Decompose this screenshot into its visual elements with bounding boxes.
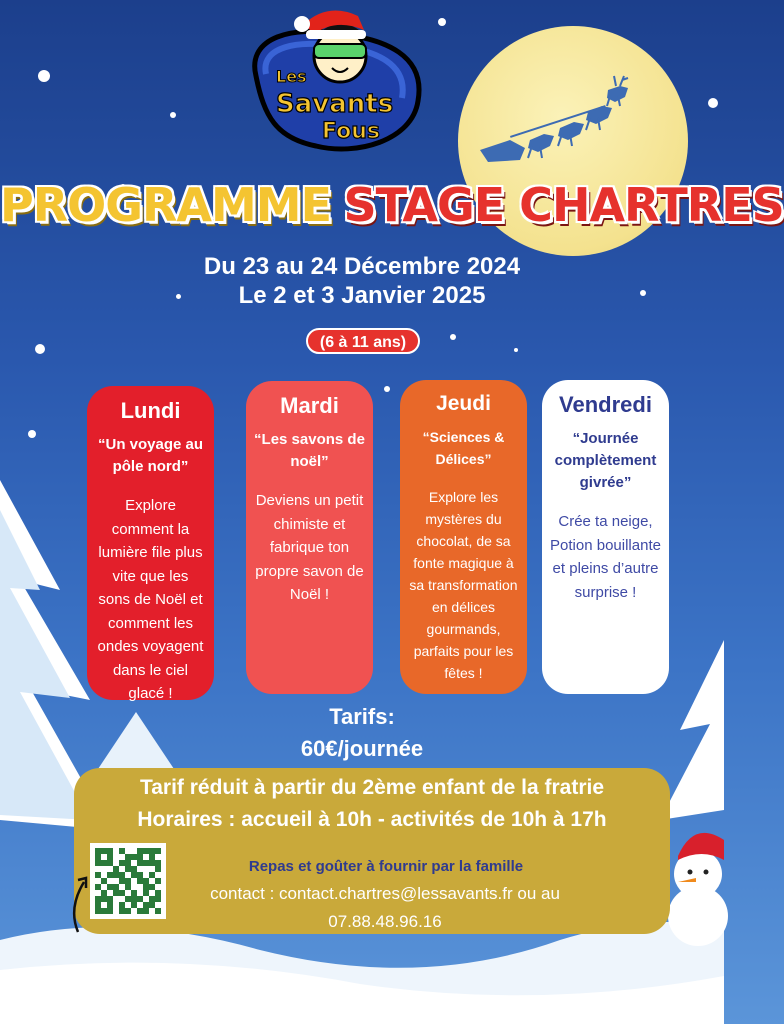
curved-arrow-icon bbox=[66, 872, 90, 934]
day-description: Explore comment la lumière file plus vite que les sons de Noël et comment les ondes voyagent dans le ciel glacé ! bbox=[97, 497, 204, 702]
day-description: Crée ta neige, Potion bouillante et pleins d’autre surprise ! bbox=[550, 513, 661, 601]
dates-line2: Le 2 et 3 Janvier 2025 bbox=[238, 282, 486, 309]
contact-info bbox=[170, 880, 600, 936]
snow-dot bbox=[514, 348, 518, 352]
reindeer-sleigh-icon bbox=[470, 70, 640, 180]
contact-email-line[interactable]: contact : contact.chartres@lessavants.fr ou au bbox=[210, 884, 560, 903]
page-title bbox=[0, 178, 784, 248]
logo-line1: Les bbox=[276, 67, 307, 86]
tarifs-label: Tarifs: bbox=[329, 704, 395, 729]
contact-phone[interactable]: 07.88.48.96.16 bbox=[328, 912, 442, 931]
snow-dot bbox=[28, 430, 36, 438]
tarifs-price: 60€/journée bbox=[300, 736, 424, 761]
logo-line3: Fous bbox=[322, 119, 381, 144]
logo-line2: Savants bbox=[276, 89, 394, 119]
day-topic: “Sciences & Délices” bbox=[422, 429, 505, 467]
snow-dot bbox=[384, 386, 390, 392]
qr-code-icon[interactable] bbox=[90, 843, 166, 919]
dates-line1: Du 23 au 24 Décembre 2024 bbox=[203, 253, 521, 280]
day-title: Jeudi bbox=[436, 392, 491, 415]
qr-pattern bbox=[95, 848, 161, 914]
schedule-text: Horaires : accueil à 10h - activités de 10h à 17h bbox=[137, 808, 607, 831]
card-mardi bbox=[246, 381, 373, 694]
snow-dot bbox=[38, 70, 50, 82]
day-topic: “Un voyage au pôle nord” bbox=[97, 436, 204, 475]
les-savants-fous-logo bbox=[236, 6, 436, 166]
meal-note: Repas et goûter à fournir par la famille bbox=[248, 858, 524, 875]
snow-dot bbox=[438, 18, 446, 26]
card-lundi bbox=[87, 386, 214, 700]
card-vendredi bbox=[542, 380, 669, 694]
day-topic: “Les savons de noël” bbox=[254, 431, 365, 470]
title-stage-chartres: STAGE CHARTRES bbox=[343, 178, 784, 232]
card-jeudi bbox=[400, 380, 527, 694]
snow-dot bbox=[450, 334, 456, 340]
day-description: Deviens un petit chimiste et fabrique ton propre savon de Noël ! bbox=[255, 492, 364, 603]
day-title: Vendredi bbox=[559, 392, 652, 417]
snow-dot bbox=[170, 112, 176, 118]
age-badge: (6 à 11 ans) bbox=[306, 328, 420, 354]
day-title: Lundi bbox=[120, 398, 181, 423]
title-programme: PROGRAMME bbox=[0, 178, 331, 232]
day-topic: “Journée complètement givrée” bbox=[554, 430, 657, 491]
snow-dot bbox=[35, 344, 45, 354]
snowman-icon bbox=[664, 820, 724, 930]
reduced-price-text: Tarif réduit à partir du 2ème enfant de la fratrie bbox=[139, 776, 605, 799]
snow-dot bbox=[708, 98, 718, 108]
day-description: Explore les mystères du chocolat, de sa fonte magique à sa transformation en délices gourmands, parfaits pour les fêtes ! bbox=[409, 489, 518, 681]
day-title: Mardi bbox=[280, 393, 339, 418]
